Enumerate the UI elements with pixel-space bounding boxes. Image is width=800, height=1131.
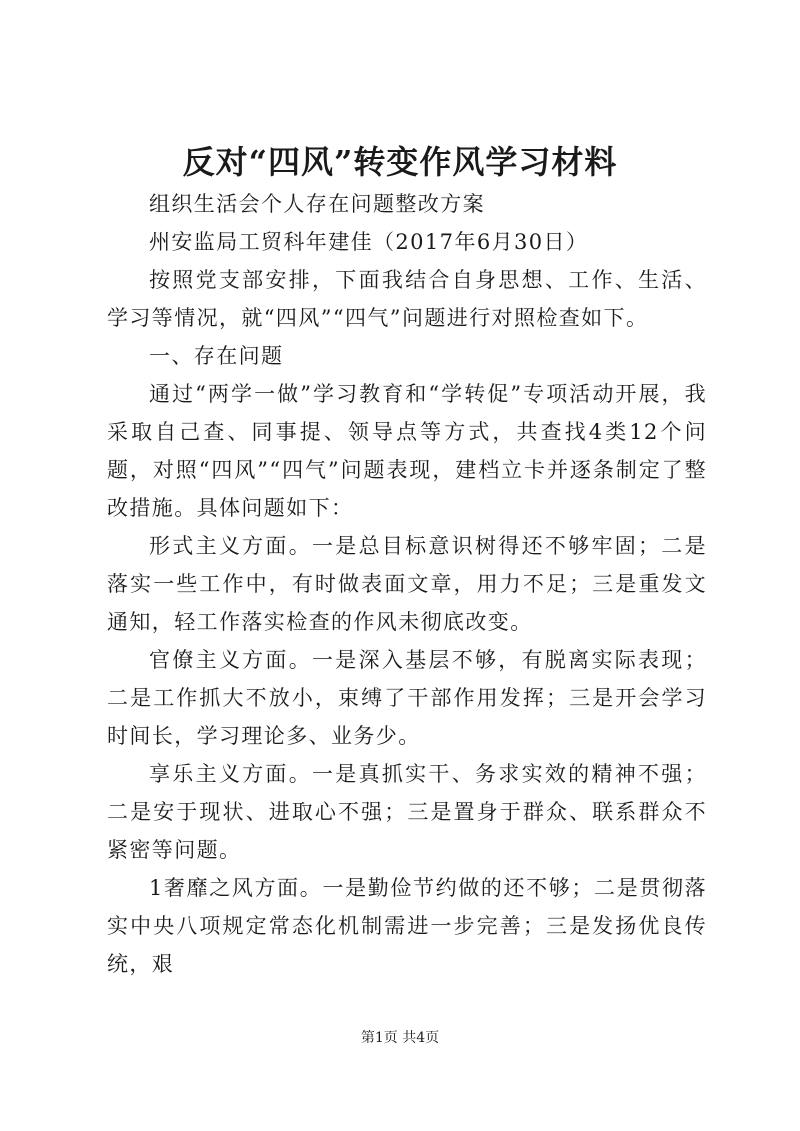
body-paragraph: 通过“两学一做”学习教育和“学转促”专项活动开展，我采取自己查、同事提、领导点等方式，共查找4类12个问题，对照“四风”“四气”问题表现，建档立卡并逐条制定了整改措施。具体问题如下： (107, 382, 707, 520)
subtitle-paragraph: 组织生活会个人存在问题整改方案 (149, 192, 485, 216)
intro-paragraph: 按照党支部安排，下面我结合自身思想、工作、生活、学习等情况，就“四风”“四气”问题进行对照检查如下。 (107, 268, 707, 330)
section-heading: 一、存在问题 (149, 344, 284, 368)
document-body (107, 185, 707, 983)
body-paragraph: 1奢靡之风方面。一是勤俭节约做的还不够；二是贯彻落实中央八项规定常态化机制需进一步完善；三是发扬优良传统，艰 (107, 876, 707, 976)
body-paragraph: 享乐主义方面。一是真抓实干、务求实效的精神不强；二是安于现状、进取心不强；三是置身于群众、联系群众不紧密等问题。 (107, 762, 707, 862)
document-title: 反对“四风”转变作风学习材料 (182, 143, 618, 181)
body-paragraph: 形式主义方面。一是总目标意识树得还不够牢固；二是落实一些工作中，有时做表面文章，用力不足；三是重发文通知，轻工作落实检查的作风未彻底改变。 (107, 534, 707, 634)
author-date-paragraph: 州安监局工贸科年建佳（2017年6月30日） (149, 230, 589, 254)
page-footer: 第1页 共4页 (360, 1030, 440, 1046)
body-paragraph: 官僚主义方面。一是深入基层不够，有脱离实际表现；二是工作抓大不放小，束缚了干部作用发挥；三是开会学习时间长，学习理论多、业务少。 (107, 648, 707, 748)
